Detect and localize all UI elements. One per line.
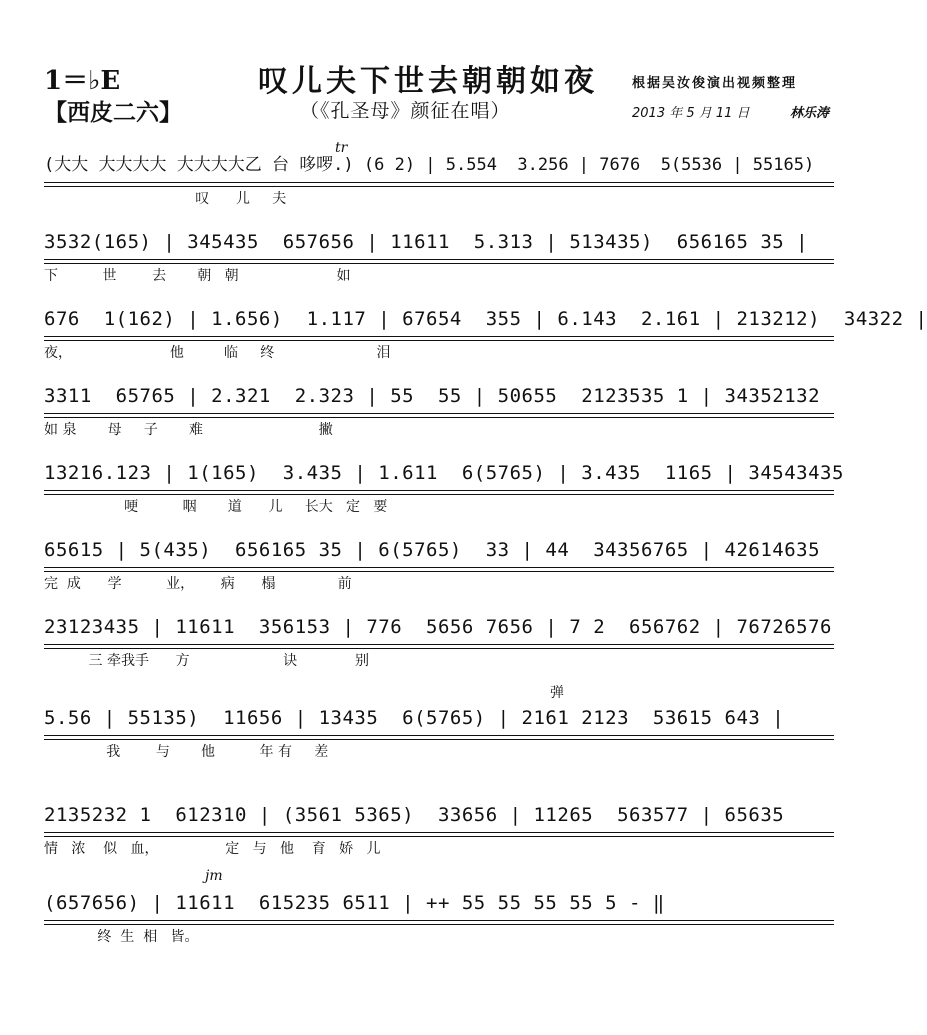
lyrics-text: 如 泉 母 子 难 撇 bbox=[44, 422, 333, 438]
song-subtitle: （《孔圣母》颜征在唱） bbox=[300, 100, 511, 122]
lyrics-text: 哽 咽 道 儿 长大 定 要 bbox=[44, 499, 388, 515]
notation-text: 3311 65765 | 2.321 2.323 | 55 55 | 50655 2123535 1 | 34352132 bbox=[44, 385, 821, 407]
notation-text: 3532(165) | 345435 657656 | 11611 5.313 | 513435) 656165 35 | bbox=[44, 231, 809, 253]
beam-line bbox=[44, 413, 834, 418]
notation-text: (大大 大大大大 大大大大乙 台 哆啰.) (6 2) | 5.554 3.256 | 7676 5(5536 | 55165) bbox=[44, 155, 815, 175]
tan-mark: 弹 bbox=[550, 685, 564, 701]
mode-label: 【西皮二六】 bbox=[44, 99, 182, 126]
beam-line bbox=[44, 567, 834, 572]
lyrics-text: 我 与 他 年 有 差 bbox=[44, 744, 329, 760]
beam-line bbox=[44, 336, 834, 341]
score-line-10 bbox=[44, 888, 834, 968]
notation-text: 2135232 1 612310 | (3561 5365) 33656 | 11265 563577 | 65635 bbox=[44, 804, 785, 826]
date-note: 2013 年 5 月 11 日 bbox=[632, 106, 750, 121]
beam-line bbox=[44, 259, 834, 264]
beam-line bbox=[44, 182, 834, 187]
score-line-1 bbox=[44, 150, 834, 230]
arranger-name: 林乐涛 bbox=[790, 106, 830, 121]
lyrics-text: 夜， 他 临 终 泪 bbox=[44, 345, 391, 361]
song-title: 叹儿夫下世去朝朝如夜 bbox=[258, 64, 598, 99]
score-line-8 bbox=[44, 703, 834, 783]
lyrics-text: 叹 儿 夫 bbox=[44, 191, 287, 207]
beam-line bbox=[44, 920, 834, 925]
beam-line bbox=[44, 832, 834, 837]
lyrics-text: 三 牵我手 方 诀 别 bbox=[44, 653, 369, 669]
beam-line bbox=[44, 735, 834, 740]
lyrics-text: 情 浓 似 血， 定 与 他 育 娇 儿 bbox=[44, 841, 381, 857]
trill-mark: tr bbox=[335, 140, 348, 156]
notation-text: 65615 | 5(435) 656165 35 | 6(5765) 33 | 44 34356765 | 42614635 bbox=[44, 539, 821, 561]
score-line-4 bbox=[44, 381, 834, 461]
score-line-6 bbox=[44, 535, 834, 615]
beam-line bbox=[44, 490, 834, 495]
key-signature: 1＝♭E bbox=[44, 66, 121, 96]
lyrics-text: 下 世 去 朝 朝 如 bbox=[44, 268, 351, 284]
notation-text: 23123435 | 11611 356153 | 776 5656 7656 | 7 2 656762 | 76726576 bbox=[44, 616, 832, 638]
score-line-7 bbox=[44, 612, 834, 692]
lyrics-text: 终 生 相 皆。 bbox=[44, 929, 199, 945]
notation-text: 5.56 | 55135) 11656 | 13435 6(5765) | 2161 2123 53615 643 | bbox=[44, 707, 785, 729]
lyrics-text: 完 成 学 业， 病 榻 前 bbox=[44, 576, 352, 592]
notation-text: 676 1(162) | 1.656) 1.117 | 67654 355 | 6.143 2.161 | 213212) 34322 | bbox=[44, 308, 927, 330]
notation-text: 13216.123 | 1(165) 3.435 | 1.611 6(5765) | 3.435 1165 | 34543435 bbox=[44, 462, 844, 484]
score-line-2 bbox=[44, 227, 834, 307]
source-note: 根据吴汝俊演出视频整理 bbox=[632, 76, 798, 91]
score-line-3 bbox=[44, 304, 927, 384]
score-line-9 bbox=[44, 800, 834, 880]
beam-line bbox=[44, 644, 834, 649]
jm-mark: jm bbox=[205, 868, 223, 884]
notation-text: (657656) | 11611 615235 6511 | ++ 55 55 55 55 5 - ‖ bbox=[44, 892, 665, 914]
score-line-5 bbox=[44, 458, 844, 538]
